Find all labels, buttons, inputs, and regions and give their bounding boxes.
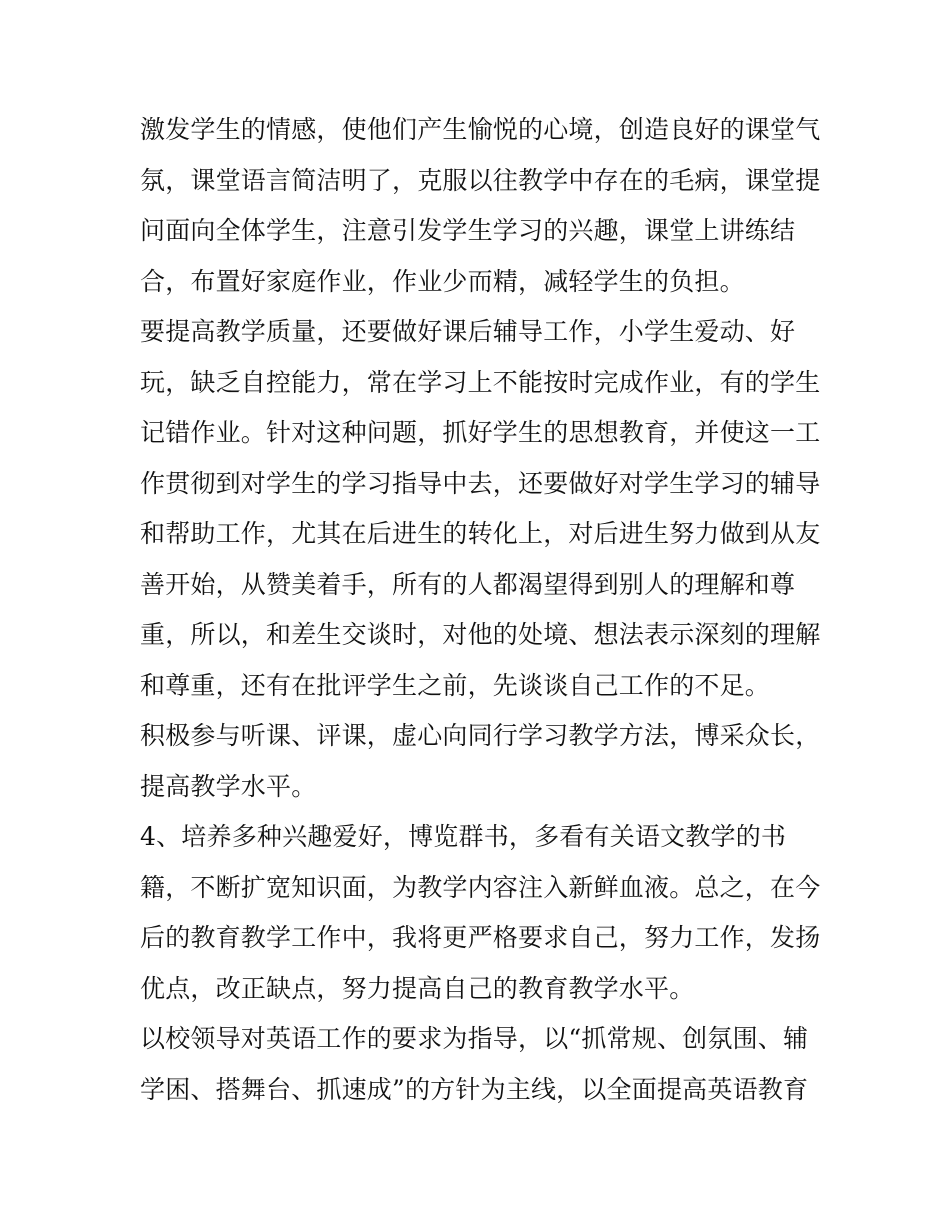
text-line: 4、培养多种兴趣爱好，博览群书，多看有关语文教学的书: [140, 822, 787, 851]
text-line: 和帮助工作，尤其在后进生的转化上，对后进生努力做到从友: [140, 519, 821, 548]
text-line: 问面向全体学生，注意引发学生学习的兴趣，课堂上讲练结: [140, 216, 796, 245]
text-line: 以校领导对英语工作的要求为指导，以“抓常规、创氛围、辅: [140, 1024, 809, 1053]
text-line: 氛，课堂语言简洁明了，克服以往教学中存在的毛病，课堂提: [140, 166, 821, 195]
text-line: 玩，缺乏自控能力，常在学习上不能按时完成作业，有的学生: [140, 368, 821, 397]
text-line: 作贯彻到对学生的学习指导中去，还要做好对学生学习的辅导: [140, 469, 821, 498]
text-line: 重，所以，和差生交谈时，对他的处境、想法表示深刻的理解: [140, 620, 821, 649]
text-line: 善开始，从赞美着手，所有的人都渴望得到别人的理解和尊: [140, 570, 796, 599]
text-line: 籍，不断扩宽知识面，为教学内容注入新鲜血液。总之，在今: [140, 873, 821, 902]
text-line: 要提高教学质量，还要做好课后辅导工作，小学生爱动、好: [140, 317, 796, 346]
text-line: 和尊重，还有在批评学生之前，先谈谈自己工作的不足。: [140, 671, 771, 700]
text-line: 积极参与听课、评课，虚心向同行学习教学方法，博采众长，: [140, 721, 821, 750]
text-line: 提高教学水平。: [140, 772, 317, 801]
text-line: 优点，改正缺点，努力提高自己的教育教学水平。: [140, 974, 695, 1003]
text-line: 后的教育教学工作中，我将更严格要求自己，努力工作，发扬: [140, 923, 821, 952]
text-line: 激发学生的情感，使他们产生愉悦的心境，创造良好的课堂气: [140, 115, 821, 144]
text-line: 记错作业。针对这种问题，抓好学生的思想教育，并使这一工: [140, 418, 821, 447]
text-line: 合，布置好家庭作业，作业少而精，减轻学生的负担。: [140, 267, 745, 296]
text-line: 学困、搭舞台、抓速成”的方针为主线，以全面提高英语教育: [140, 1075, 809, 1104]
